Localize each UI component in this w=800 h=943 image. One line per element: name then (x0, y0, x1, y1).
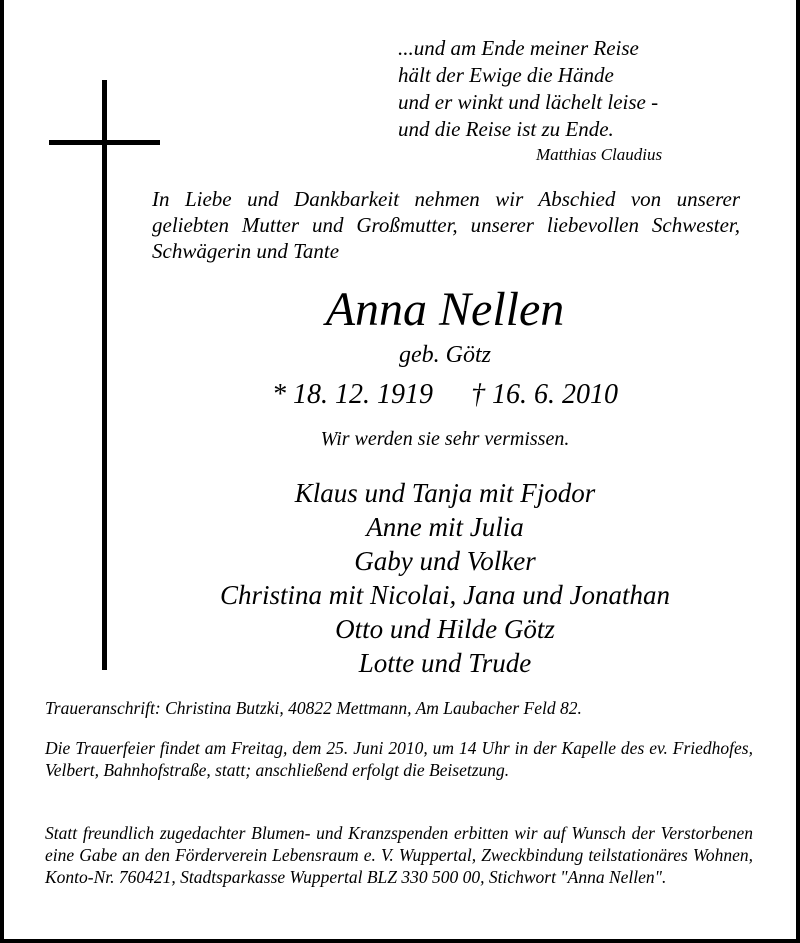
poem-author: Matthias Claudius (536, 145, 663, 164)
family-line: Otto und Hilde Götz (335, 614, 555, 644)
family-line: Anne mit Julia (366, 512, 524, 542)
family-line: Christina mit Nicolai, Jana und Jonathan (220, 580, 670, 610)
family-line: Gaby und Volker (354, 546, 536, 576)
family-list (100, 476, 790, 680)
life-dates (140, 378, 750, 412)
poem-line: ...und am Ende meiner Reise (398, 36, 639, 60)
donation-info: Statt freundlich zugedachter Blumen- und Kranzspenden erbitten wir auf Wunsch der Verstorbenen eine Gabe an den Förderverein Lebensraum e. V. Wuppertal, Zweckbindung teilstationäres Wohnen, Konto-Nr. 760421, Stadtsparkasse Wuppertal BLZ 330 500 00, Stichwort "Anna Nellen". (45, 823, 753, 887)
miss-text: Wir werden sie sehr vermissen. (320, 428, 570, 450)
deceased-name: Anna Nellen (325, 283, 565, 336)
family-line: Klaus und Tanja mit Fjodor (294, 478, 596, 508)
poem-line: und die Reise ist zu Ende. (398, 117, 614, 141)
death-date: † 16. 6. 2010 (471, 379, 618, 410)
birth-date: * 18. 12. 1919 (272, 379, 433, 410)
cross-icon-beam (49, 140, 160, 145)
family-line: Lotte und Trude (358, 648, 532, 678)
ceremony-info: Die Trauerfeier findet am Freitag, dem 25. Juni 2010, um 14 Uhr in der Kapelle des ev. Friedhofes, Velbert, Bahnhofstraße, statt; anschließend erfolgt die Beisetzung. (45, 738, 753, 780)
poem (398, 35, 658, 143)
birth-name: geb. Götz (399, 342, 491, 368)
mourning-address: Traueranschrift: Christina Butzki, 40822 Mettmann, Am Laubacher Feld 82. (45, 698, 582, 718)
poem-line: hält der Ewige die Hände (398, 63, 614, 87)
intro-text: In Liebe und Dankbarkeit nehmen wir Abschied von unserer geliebten Mutter und Großmutter, unserer liebevollen Schwester, Schwägerin und Tante (152, 187, 740, 263)
poem-line: und er winkt und lächelt leise - (398, 90, 659, 114)
